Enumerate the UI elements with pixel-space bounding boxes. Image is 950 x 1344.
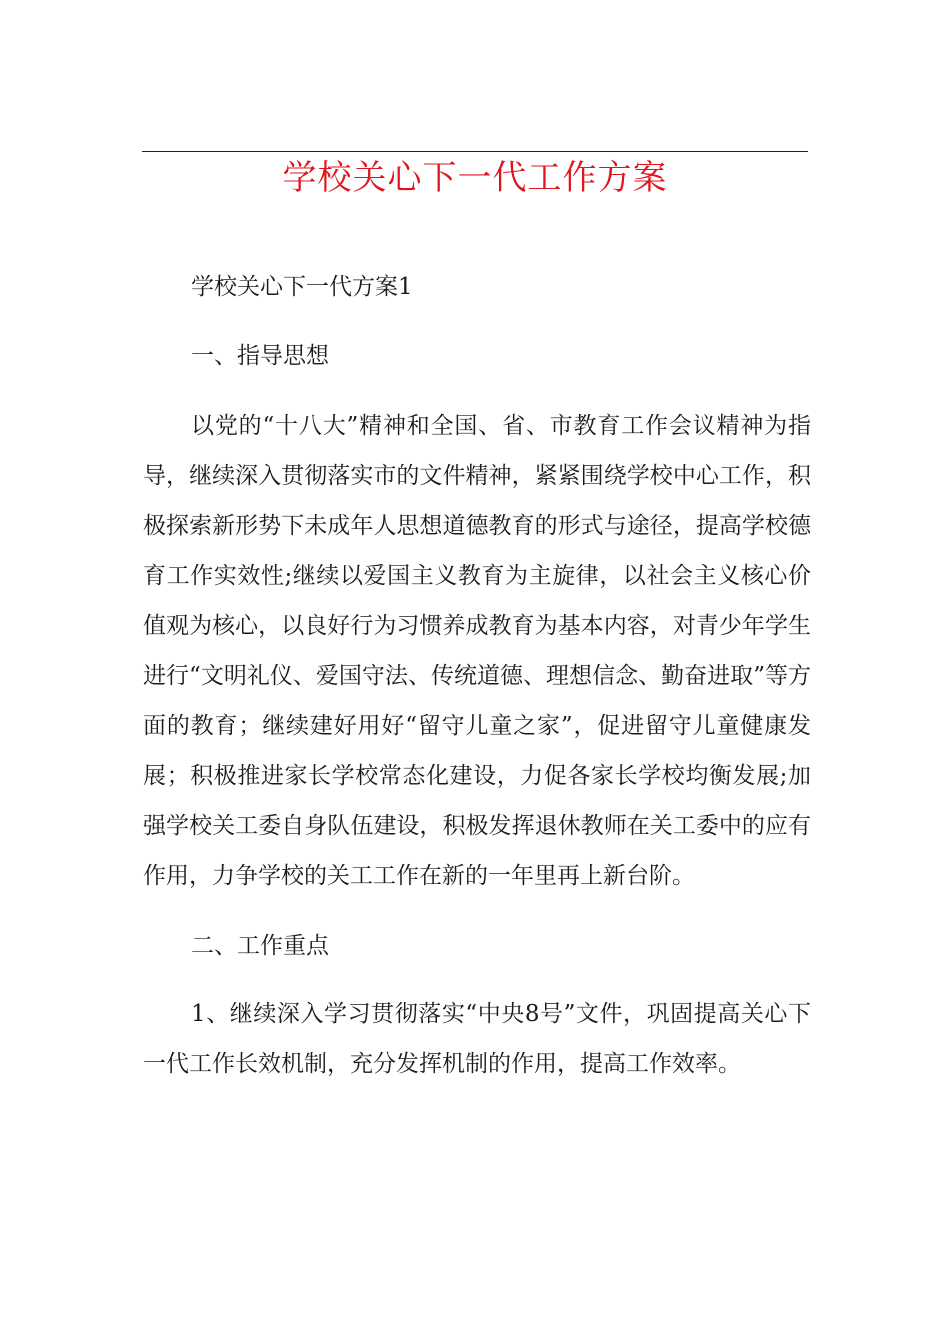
heading-guiding-ideology: 一、指导思想	[191, 343, 329, 369]
paragraph-work-focus-1: 1、继续深入学习贯彻落实“中央8号”文件，巩固提高关心下一代工作长效机制，充分发挥机制的作用，提高工作效率。	[143, 1001, 811, 1077]
section-title: 学校关心下一代方案1	[191, 274, 413, 300]
paragraph-guiding-ideology: 以党的“十八大”精神和全国、省、市教育工作会议精神为指导，继续深入贯彻落实市的文件精神，紧紧围绕学校中心工作，积极探索新形势下未成年人思想道德教育的形式与途径，提高学校德育工作实效性;继续以爱国主义教育为主旋律，以社会主义核心价值观为核心，以良好行为习惯养成教育为基本内容，对青少年学生进行“文明礼仪、爱国守法、传统道德、理想信念、勤奋进取”等方面的教育；继续建好用好“留守儿童之家”，促进留守儿童健康发展；积极推进家长学校常态化建设，力促各家长学校均衡发展;加强学校关工委自身队伍建设，积极发挥退休教师在关工委中的应有作用，力争学校的关工工作在新的一年里再上新台阶。	[143, 413, 811, 889]
document-title: 学校关心下一代工作方案	[282, 158, 668, 198]
document-body	[143, 262, 811, 1089]
heading-work-focus: 二、工作重点	[191, 933, 329, 959]
